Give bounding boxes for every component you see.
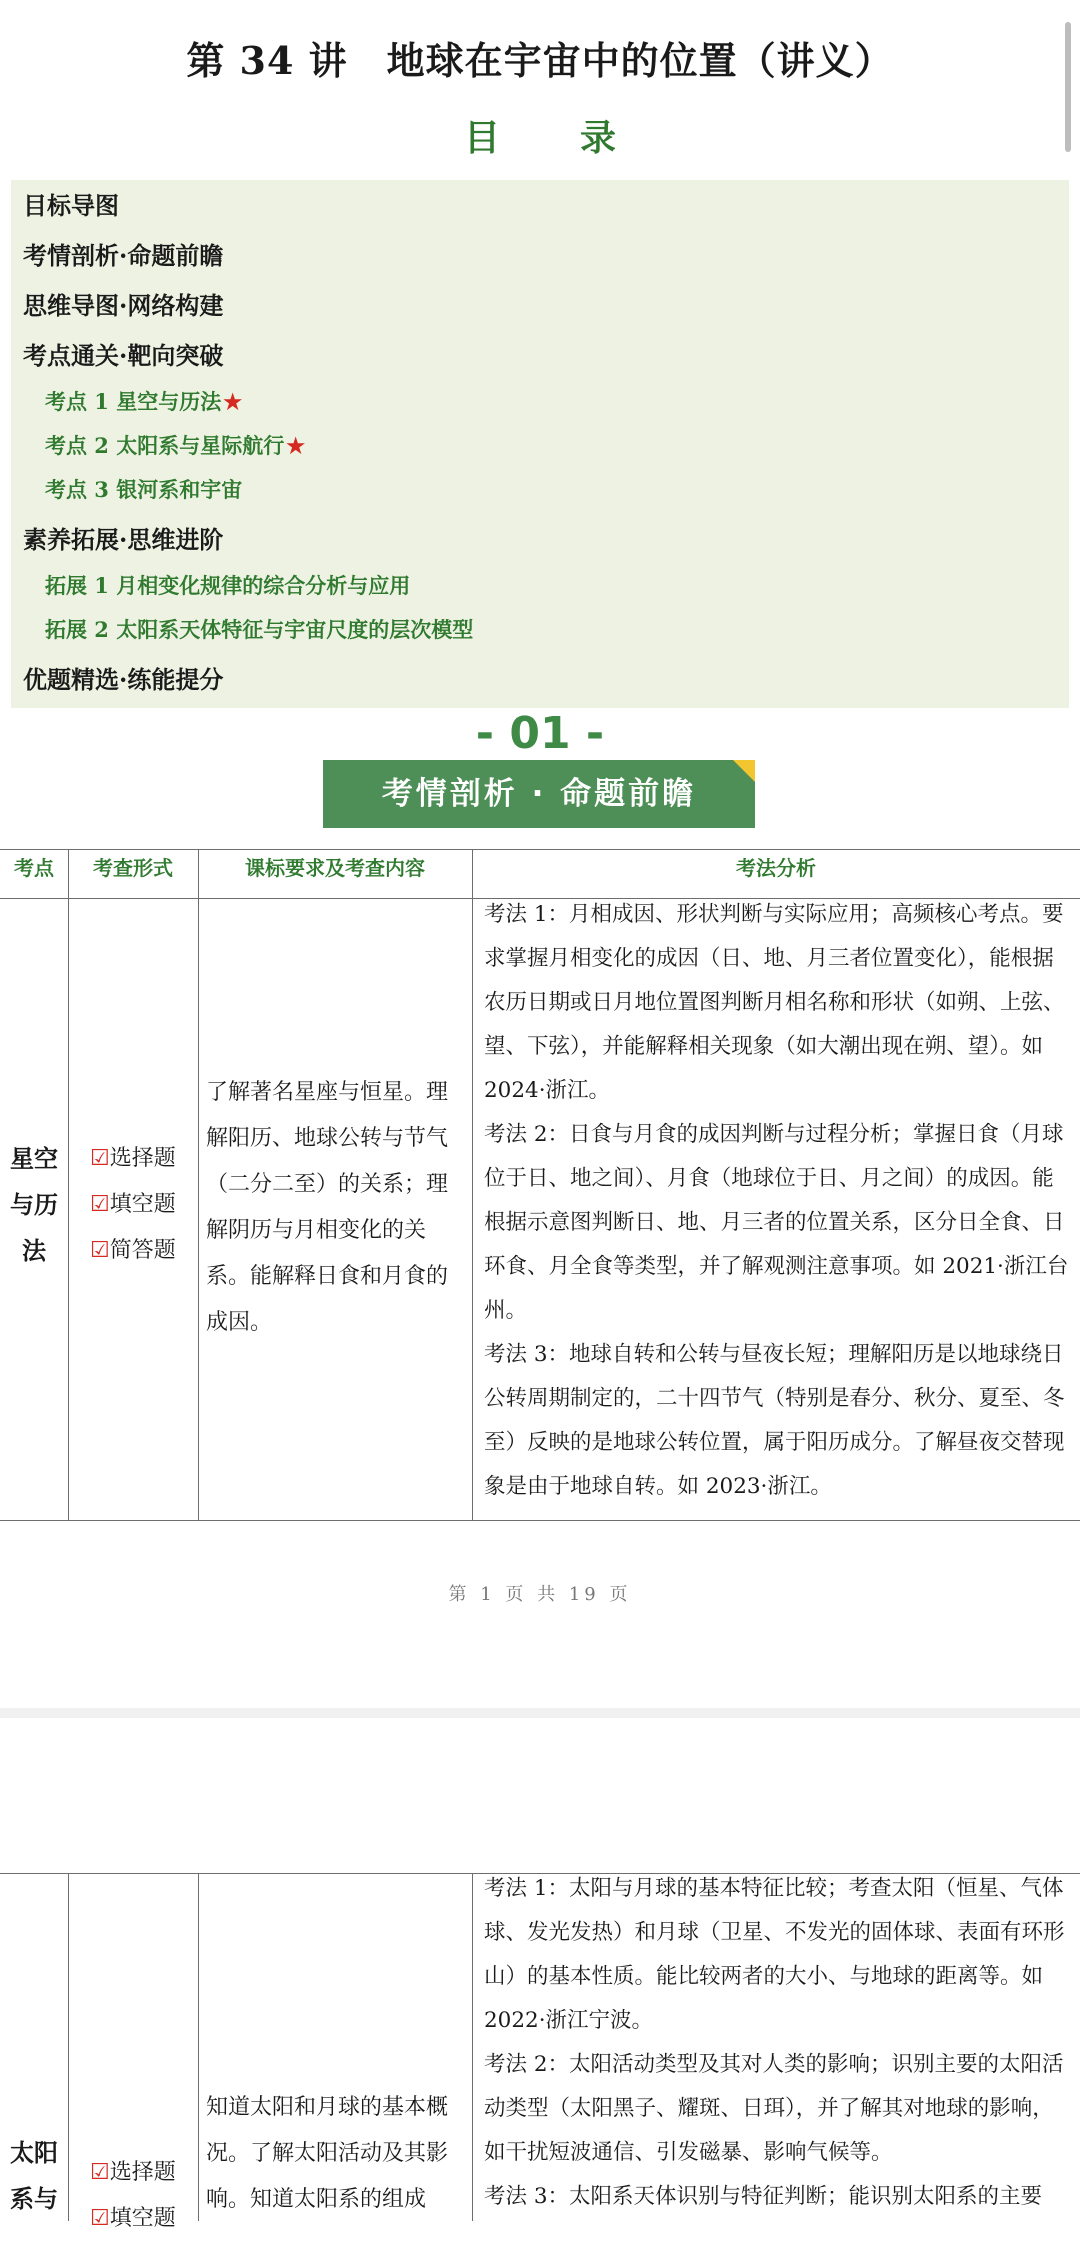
table-cell-requirement: 知道太阳和月球的基本概况。了解太阳活动及其影响。知道太阳系的组成	[206, 2095, 449, 2212]
table-header-requirement: 课标要求及考查内容	[245, 856, 425, 880]
toc-item-extension-2[interactable]: 拓展 2 太阳系天体特征与宇宙尺度的层次模型	[45, 617, 474, 642]
page-separator	[0, 1708, 1080, 1718]
table-cell-topic: 太阳 系与	[10, 2138, 58, 2213]
star-icon: ★	[286, 433, 306, 458]
toc-item-mind-map[interactable]: 思维导图·网络构建	[23, 291, 224, 320]
table-cell-analysis: 考法 1：月相成因、形状判断与实际应用；高频核心考点。要求掌握月相变化的成因（日、地、月三者位置变化），能根据农历日期或日月地位置图判断月相名称和形状（如朔、上弦、望、下弦），并能解释相关现象（如大潮出现在朔、望）。如 2024·浙江。 考法 2：日食与月食的成因判断与过程分析；掌握日食（月球位于日、地之间）、月食（地球位于日、月之间）的成因。能根据示意图判断日、地、月三者的位置关系，区分日全食、日环食、月全食等类型，并了解观测注意事项。如 2021·浙江台州。 考法 3：地球自转和公转与昼夜长短；理解阳历是以地球绕日公转周期制定的，二十四节气（特别是春分、秋分、夏至、冬至）反映的是地球公转位置，属于阳历成分。了解昼夜交替现象是由于地球自转。如 2023·浙江。	[484, 902, 1069, 1499]
page-top-margin	[0, 1718, 1080, 1873]
checkbox-icon: ☑	[90, 2160, 110, 2185]
table-of-contents	[11, 180, 1069, 708]
toc-item-point-2[interactable]: 考点 2 太阳系与星际航行★	[45, 433, 306, 458]
table-cell-forms: ☑选择题 ☑填空题 ☑简答题	[90, 1146, 176, 1263]
table-cell-topic: 星空 与历 法	[10, 1144, 58, 1265]
toc-item-practice[interactable]: 优题精选·练能提分	[23, 665, 224, 694]
table-column-rule	[472, 1873, 473, 2221]
checkbox-icon: ☑	[90, 1146, 110, 1171]
checkbox-icon: ☑	[90, 1192, 110, 1217]
toc-item-extension-1[interactable]: 拓展 1 月相变化规律的综合分析与应用	[45, 573, 411, 598]
star-icon: ★	[223, 389, 243, 414]
table-column-rule	[198, 1873, 199, 2221]
toc-item-extension[interactable]: 素养拓展·思维进阶	[23, 525, 224, 554]
table-column-rule	[68, 849, 69, 1520]
section-banner: 考情剖析 · 命题前瞻	[323, 760, 755, 828]
table-rule	[0, 1520, 1080, 1521]
table-header-topic: 考点	[14, 856, 54, 880]
table-cell-forms: ☑选择题 ☑填空题	[90, 2160, 176, 2231]
page-title: 第 34 讲 地球在宇宙中的位置（讲义）	[186, 38, 894, 83]
checkbox-icon: ☑	[90, 1238, 110, 1263]
table-column-rule	[68, 1873, 69, 2221]
table-column-rule	[472, 849, 473, 1520]
toc-item-point-3[interactable]: 考点 3 银河系和宇宙	[45, 477, 243, 502]
page-footer: 第 1 页 共 19 页	[448, 1584, 632, 1605]
toc-heading: 目 录	[463, 117, 638, 159]
toc-item-key-points[interactable]: 考点通关·靶向突破	[23, 341, 224, 370]
toc-item-target-map[interactable]: 目标导图	[23, 191, 119, 220]
table-cell-analysis: 考法 1：太阳与月球的基本特征比较；考查太阳（恒星、气体球、发光发热）和月球（卫星、不发光的固体球、表面有环形山）的基本性质。能比较两者的大小、与地球的距离等。如 2022·浙江宁波。 考法 2：太阳活动类型及其对人类的影响；识别主要的太阳活动类型（太阳黑子、耀斑、日珥），并了解其对地球的影响，如干扰短波通信、引发磁暴、影响气候等。 考法 3：太阳系天体识别与特征判断；能识别太阳系的主要	[484, 1876, 1065, 2209]
section-number: - 01 -	[475, 708, 605, 759]
table-header-analysis: 考法分析	[736, 856, 816, 880]
toc-item-point-1[interactable]: 考点 1 星空与历法★	[45, 389, 243, 414]
table-column-rule	[198, 849, 199, 1520]
table-cell-requirement: 了解著名星座与恒星。理解阳历、地球公转与节气（二分二至）的关系；理解阴历与月相变化的关系。能解释日食和月食的成因。	[206, 1080, 449, 1335]
table-header-form: 考查形式	[93, 856, 173, 880]
toc-item-exam-analysis[interactable]: 考情剖析·命题前瞻	[23, 241, 224, 270]
checkbox-icon: ☑	[90, 2206, 110, 2231]
